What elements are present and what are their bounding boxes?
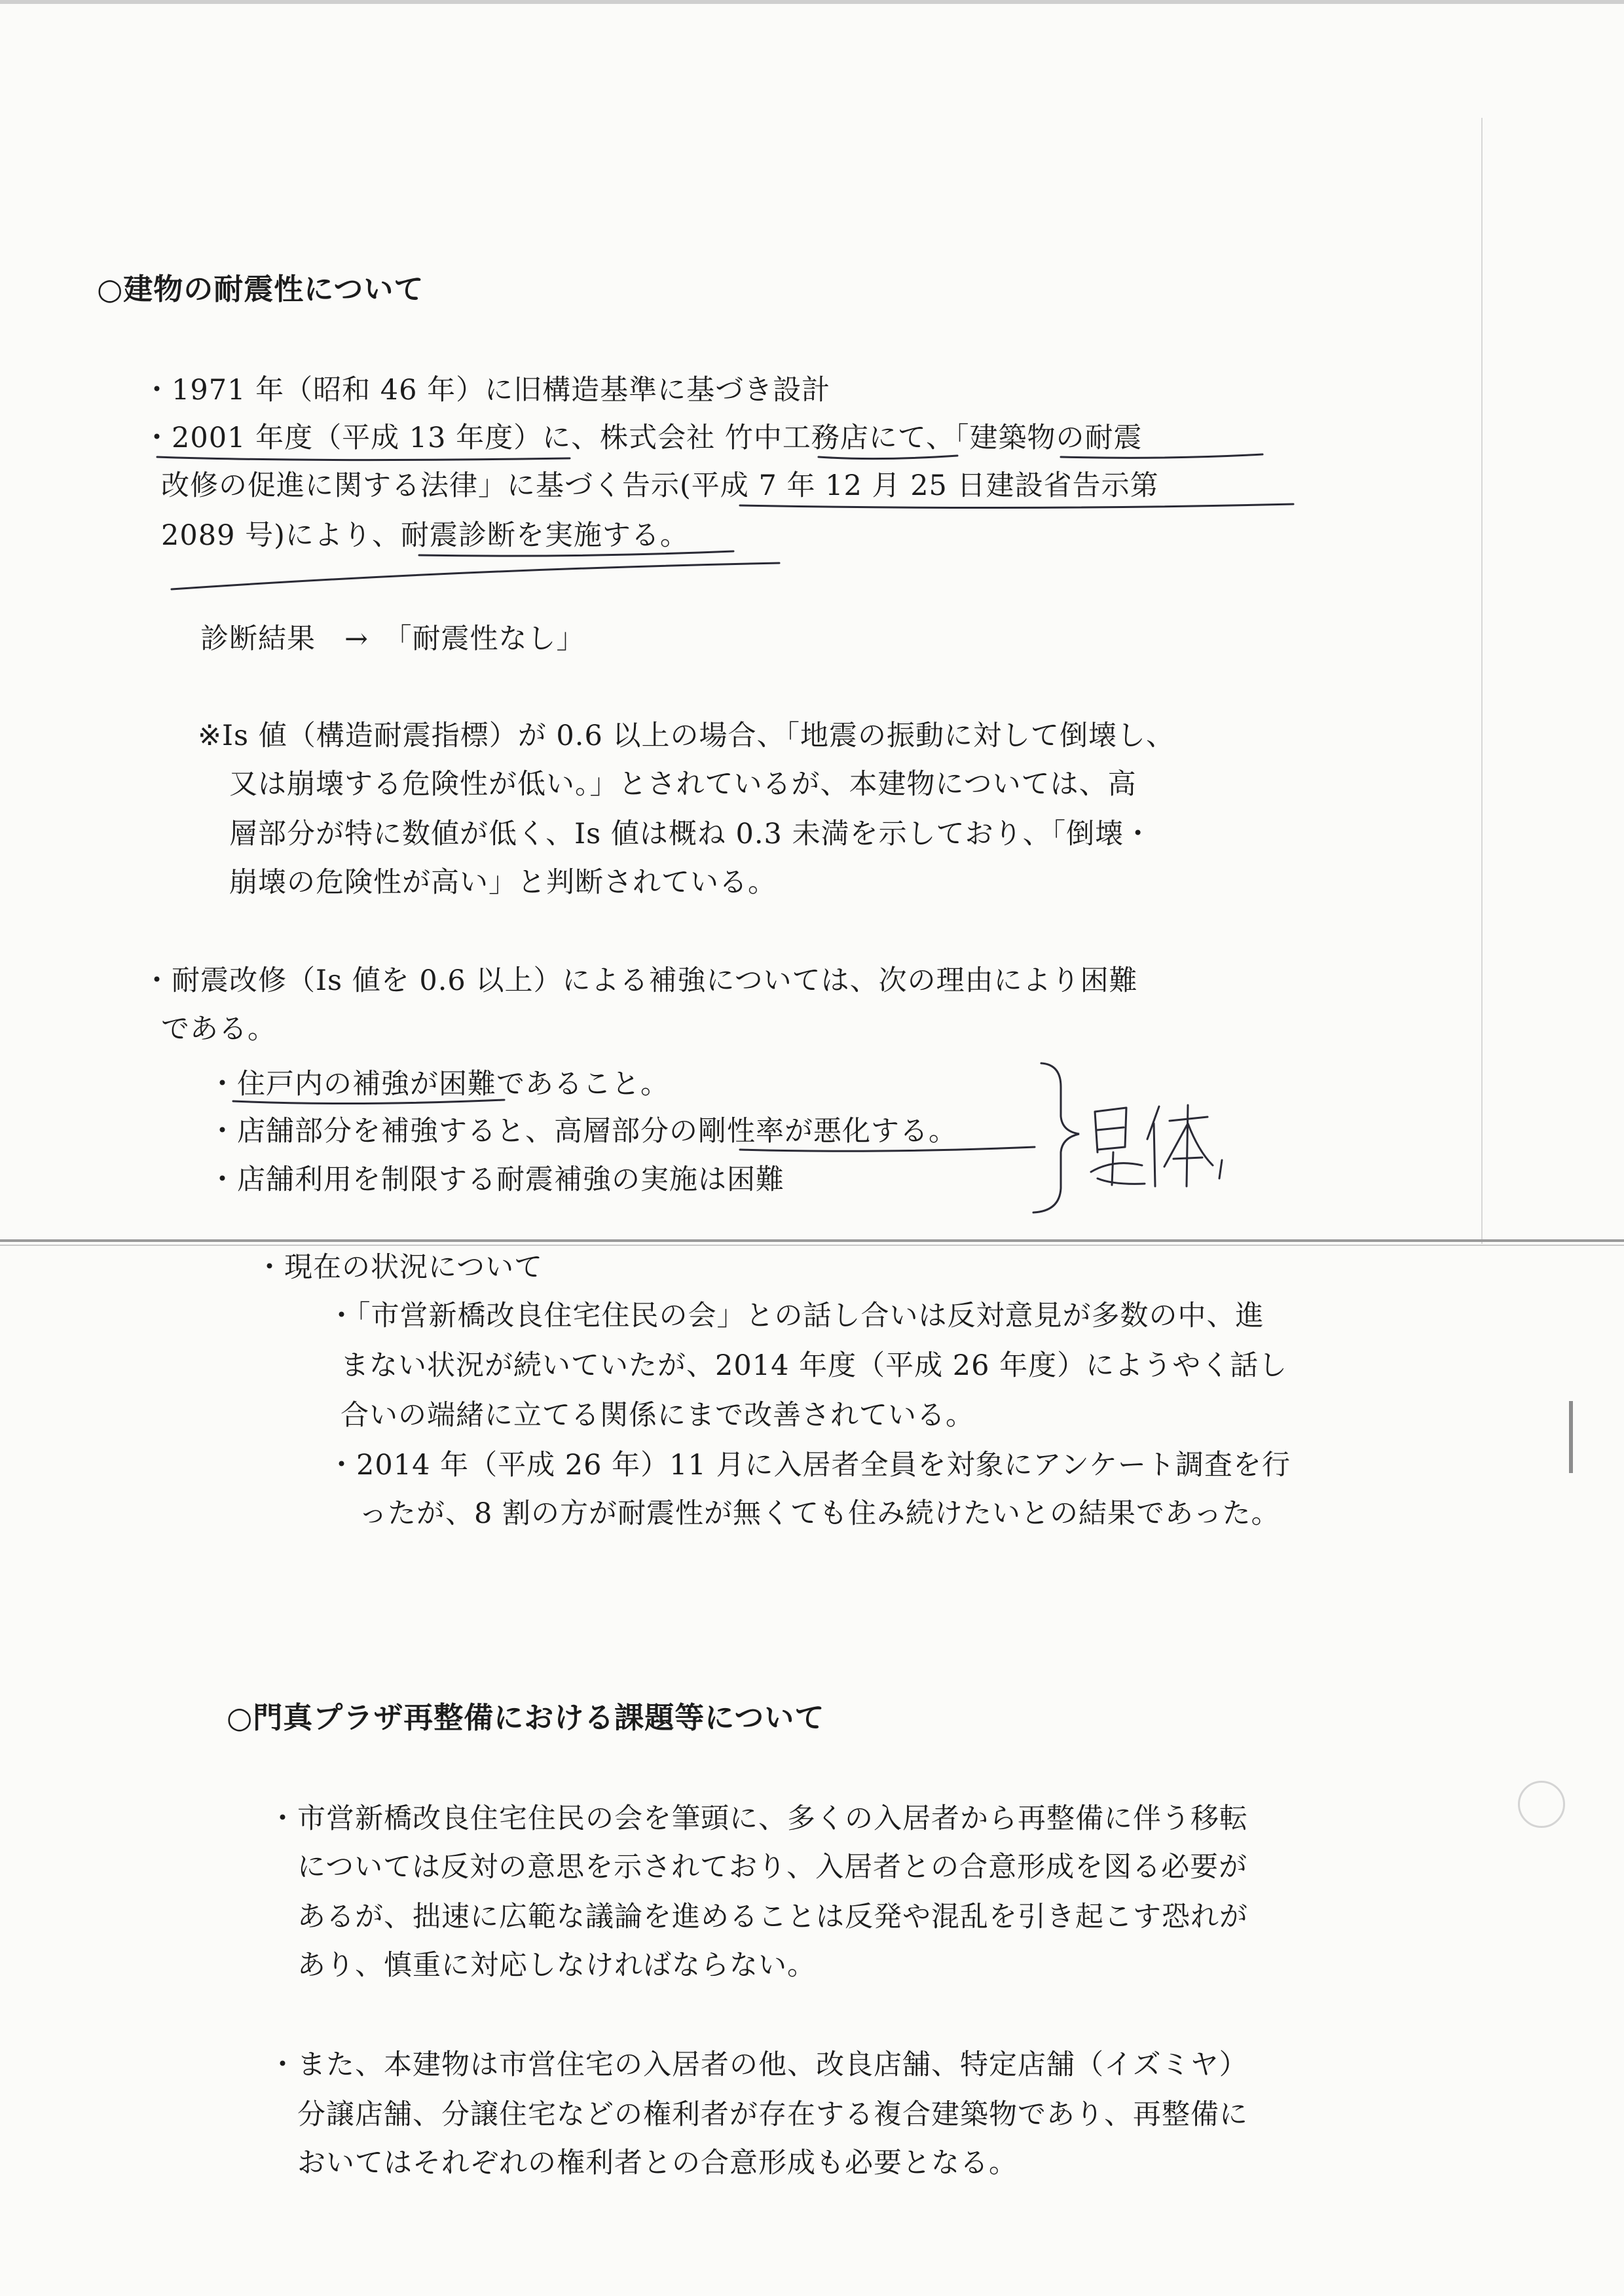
note-line1: ※Is 値（構造耐震指標）が 0.6 以上の場合、「地震の振動に対して倒壊し、 — [198, 720, 1175, 752]
note-line3: 層部分が特に数値が低く、Is 値は概ね 0.3 未満を示しており、「倒壊・ — [229, 818, 1153, 850]
status-item1-line2: まない状況が続いていたが、2014 年度（平成 26 年度）にようやく話し — [341, 1349, 1288, 1382]
page-seam — [0, 1239, 1624, 1242]
reason-1: ・住戸内の補強が困難であること。 — [208, 1068, 669, 1101]
status-item1-line3: 合いの端緒に立てる関係にまで改善されている。 — [341, 1399, 974, 1432]
para1-line2: については反対の意思を示されており、入居者との合意形成を図る必要が — [297, 1851, 1248, 1884]
brace — [1033, 1063, 1079, 1212]
retrofit-line2: である。 — [161, 1013, 276, 1046]
bullet-1971: ・1971 年（昭和 46 年）に旧構造基準に基づき設計 — [143, 374, 831, 407]
scan-mark — [1569, 1401, 1573, 1473]
section1-heading: ○建物の耐震性について — [97, 272, 424, 306]
para2-line1: ・また、本建物は市営住宅の入居者の他、改良店舗、特定店舗（イズミヤ） — [268, 2049, 1248, 2081]
underline-shindan — [419, 551, 733, 556]
para2-line2: 分譲店舗、分譲住宅などの権利者が存在する複合建築物であり、再整備に — [297, 2098, 1248, 2131]
note-line4: 崩壊の危険性が高い」と判断されている。 — [229, 866, 777, 899]
underline-swoop — [172, 563, 779, 589]
page-seam-shadow — [0, 1245, 1624, 1246]
section3-heading: ○門真プラザ再整備における課題等について — [227, 1700, 825, 1735]
underline-takenaka — [819, 456, 957, 459]
underline-kokuji — [740, 504, 1293, 508]
retrofit-line1: ・耐震改修（Is 値を 0.6 以上）による補強については、次の理由により困難 — [143, 964, 1138, 997]
reason-2: ・店舗部分を補強すると、高層部分の剛性率が悪化する。 — [208, 1115, 957, 1148]
underline-juko — [233, 1100, 504, 1104]
status-item2-line2: ったが、8 割の方が耐震性が無くても住み続けたいとの結果であった。 — [359, 1497, 1280, 1530]
underline-gosei — [740, 1147, 1035, 1151]
para1-line4: あり、慎重に対応しなければならない。 — [297, 1949, 816, 1982]
status-item1-line1: ・「市営新橋改良住宅住民の会」との話し合いは反対意見が多数の中、進 — [327, 1300, 1264, 1332]
underline-2001 — [157, 457, 570, 460]
status-item2-line1: ・2014 年（平成 26 年）11 月に入居者全員を対象にアンケート調査を行 — [327, 1449, 1291, 1482]
underline-kenchikubutsu — [1061, 454, 1263, 458]
bullet-2001-line3: 2089 号)により、耐震診断を実施する。 — [161, 519, 689, 552]
bullet-2001-line1: ・2001 年度（平成 13 年度）に、株式会社 竹中工務店にて、「建築物の耐震 — [143, 422, 1143, 454]
status-heading: ・現在の状況について — [255, 1251, 544, 1284]
para1-line1: ・市営新橋改良住宅住民の会を筆頭に、多くの入居者から再整備に伴う移転 — [268, 1802, 1248, 1835]
reason-3: ・店舗利用を制限する耐震補強の実施は困難 — [208, 1163, 784, 1196]
para2-line3: おいてはそれぞれの権利者との合意形成も必要となる。 — [297, 2147, 1018, 2179]
punch-hole — [1518, 1781, 1565, 1828]
diagnosis-result: 診断結果 → 「耐震性なし」 — [200, 623, 585, 655]
note-line2: 又は崩壊する危険性が低い。」とされているが、本建物については、高 — [229, 768, 1137, 801]
para1-line3: あるが、拙速に広範な議論を進めることは反発や混乱を引き起こす恐れが — [297, 1901, 1248, 1933]
bullet-2001-line2: 改修の促進に関する法律」に基づく告示(平成 7 年 12 月 25 日建設省告示第 — [161, 469, 1159, 502]
